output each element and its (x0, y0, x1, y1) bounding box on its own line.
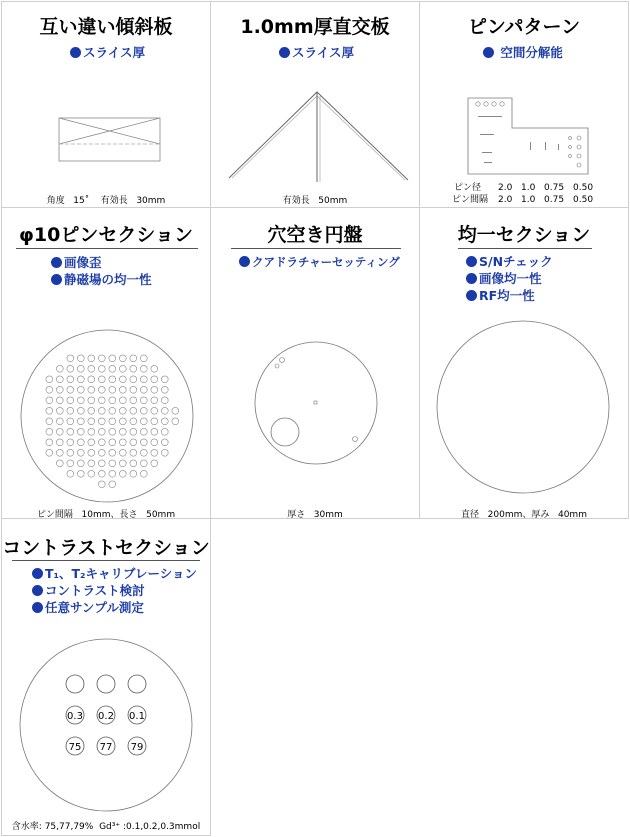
pin-hole (46, 407, 53, 414)
pin-hole (56, 376, 63, 383)
pin-hole (119, 428, 126, 435)
pin-hole (140, 418, 147, 425)
pin-hole (77, 365, 84, 372)
pin-hole (98, 407, 105, 414)
pin-hole (88, 376, 95, 383)
pin-hole (56, 428, 63, 435)
pin-hole (88, 418, 95, 425)
pin-hole (67, 428, 74, 435)
pin-hole (98, 460, 105, 467)
uniform-section-cell (419, 207, 629, 519)
pin-hole (172, 418, 179, 425)
tilted-plates-drawing (2, 2, 211, 208)
pin-diameter-row: ピン径 2.0 1.0 0.75 0.50 (454, 183, 594, 193)
pin10-section-title: φ10ピンセクション (19, 224, 193, 246)
water-label: 77 (99, 742, 113, 753)
pin-hole (46, 439, 53, 446)
pin-hole (130, 439, 137, 446)
pin-hole (77, 460, 84, 467)
pin-hole (151, 449, 158, 456)
pin-hole (98, 355, 105, 362)
bullet-item: T₁、T₂キャリブレーション (32, 565, 197, 582)
pin-hole (119, 397, 126, 404)
pin-hole (109, 418, 116, 425)
pin-hole (98, 376, 105, 383)
pin-hole (109, 470, 116, 477)
pin-hole (109, 397, 116, 404)
pin-hole (130, 449, 137, 456)
bullet-item: S/Nチェック (466, 253, 553, 270)
pin-hole (130, 355, 137, 362)
pin-hole (77, 428, 84, 435)
pin-hole (109, 439, 116, 446)
pin-hole (67, 365, 74, 372)
pin-hole (140, 460, 147, 467)
pin-hole (161, 397, 168, 404)
pin-hole (56, 365, 63, 372)
pin-hole (56, 386, 63, 393)
pin-hole (46, 376, 53, 383)
bullet-item: 画像歪 (51, 254, 152, 271)
orthogonal-plates-title: 1.0mm厚直交板 (240, 16, 390, 38)
holed-disk-caption: 厚さ 30mm (287, 510, 343, 519)
pin-hole (140, 355, 147, 362)
pin-hole (151, 365, 158, 372)
pin-hole (98, 386, 105, 393)
pin-hole (56, 418, 63, 425)
pin-hole (151, 439, 158, 446)
pin-hole (172, 407, 179, 414)
tilted-plates-caption: 角度 15˚ 有効長 30mm (46, 196, 166, 206)
orthogonal-plates-cell (210, 1, 420, 208)
bullet-item: コントラスト検討 (32, 582, 197, 599)
pin-hole (77, 449, 84, 456)
pin-hole (67, 355, 74, 362)
pin-hole (130, 365, 137, 372)
pin-hole (109, 376, 116, 383)
pin-hole (130, 428, 137, 435)
pin-hole (77, 407, 84, 414)
pin-hole (88, 460, 95, 467)
pin-hole (130, 407, 137, 414)
pin-hole (140, 449, 147, 456)
water-label: 79 (130, 742, 144, 753)
pin10-section-drawing (2, 208, 211, 519)
pin-hole (119, 460, 126, 467)
gd-label: 0.1 (129, 711, 145, 722)
pin-hole (77, 386, 84, 393)
pin-hole (161, 449, 168, 456)
pin-hole (46, 386, 53, 393)
pin-pattern-title: ピンパターン (467, 16, 581, 38)
pin-pattern-cell (419, 1, 629, 208)
pin-hole (56, 397, 63, 404)
pin-hole (140, 386, 147, 393)
pin-hole (119, 376, 126, 383)
pin-spacing-row: ピン間隔 2.0 1.0 0.75 0.50 (452, 195, 594, 205)
pin-hole (77, 470, 84, 477)
pin-hole (151, 418, 158, 425)
pin-hole (88, 428, 95, 435)
pin-hole (67, 439, 74, 446)
bullet-item: 画像均一性 (466, 270, 553, 287)
pin-hole (98, 418, 105, 425)
pin-hole (140, 439, 147, 446)
pin-hole (119, 365, 126, 372)
pin-hole (140, 397, 147, 404)
gd-label: 0.3 (67, 711, 83, 722)
pin-hole (56, 439, 63, 446)
contrast-section-title: コントラストセクション (2, 537, 210, 559)
bullet-item: スライス厚 (70, 44, 145, 61)
gd-label: 0.2 (98, 711, 114, 722)
pin-hole (67, 449, 74, 456)
pin-hole (67, 397, 74, 404)
contrast-section-drawing (2, 519, 211, 836)
contrast-section-cell (1, 518, 211, 836)
pin-hole (161, 428, 168, 435)
pin-hole (98, 439, 105, 446)
pin-hole (140, 376, 147, 383)
pin-hole (77, 439, 84, 446)
bullet-item: RF均一性 (466, 287, 553, 304)
pin-pattern-drawing (420, 2, 629, 208)
pin-hole (98, 365, 105, 372)
pin10-section-caption: ピン間隔 10mm、長さ 50mm (36, 510, 176, 519)
pin-hole (88, 355, 95, 362)
pin-hole (151, 407, 158, 414)
pin-hole (140, 470, 147, 477)
pin-hole (140, 365, 147, 372)
pin-hole (161, 407, 168, 414)
pin-hole (77, 376, 84, 383)
pin-hole (98, 428, 105, 435)
pin-hole (46, 418, 53, 425)
pin-hole (119, 355, 126, 362)
pin-hole (109, 481, 116, 488)
orthogonal-plates-drawing (211, 2, 420, 208)
pin-hole (98, 449, 105, 456)
pin-hole (67, 470, 74, 477)
bullet-item: 静磁場の均一性 (51, 271, 152, 288)
bullet-item: クアドラチャーセッティング (239, 254, 400, 271)
pin-hole (88, 365, 95, 372)
pin-hole (130, 460, 137, 467)
pin-hole (46, 397, 53, 404)
pin-hole (88, 386, 95, 393)
pin-hole (109, 460, 116, 467)
uniform-section-title: 均一セクション (457, 224, 591, 246)
pin-hole (88, 407, 95, 414)
pin-hole (151, 428, 158, 435)
pin-hole (67, 460, 74, 467)
pin-hole (109, 407, 116, 414)
uniform-section-drawing (420, 208, 629, 519)
tilted-plates-title: 互い違い傾斜板 (39, 16, 173, 38)
pin-hole (130, 386, 137, 393)
pin10-section-cell (1, 207, 211, 519)
pin-hole (88, 470, 95, 477)
pin-hole (119, 439, 126, 446)
pin-hole (88, 449, 95, 456)
pin-hole (98, 397, 105, 404)
pin-hole (140, 428, 147, 435)
bullet-item: 任意サンプル測定 (32, 599, 197, 616)
pin-hole (109, 355, 116, 362)
pin-hole (130, 376, 137, 383)
water-label: 75 (68, 742, 82, 753)
pin-hole (77, 397, 84, 404)
pin-hole (88, 397, 95, 404)
holed-disk-drawing (211, 208, 420, 519)
tilted-plates-cell (1, 1, 211, 208)
pin-hole (67, 386, 74, 393)
pin-hole (140, 407, 147, 414)
orthogonal-plates-caption: 有効長 50mm (282, 196, 348, 206)
pin-hole (109, 365, 116, 372)
pin-hole (67, 418, 74, 425)
pin-hole (119, 470, 126, 477)
pin-hole (130, 470, 137, 477)
pin-hole (119, 386, 126, 393)
pin-hole (98, 481, 105, 488)
pin-hole (98, 470, 105, 477)
pin-hole (151, 397, 158, 404)
pin-hole (119, 418, 126, 425)
holed-disk-title: 穴空き円盤 (267, 224, 363, 246)
contrast-section-caption: 含水率: 75,77,79% Gd³⁺ :0.1,0.2,0.3mmol (11, 822, 201, 832)
pin-hole (151, 460, 158, 467)
pin-hole (130, 397, 137, 404)
pin-hole (161, 386, 168, 393)
pin-hole (151, 376, 158, 383)
pin-hole (161, 439, 168, 446)
pin-hole (67, 376, 74, 383)
pin-hole (46, 449, 53, 456)
holed-disk-cell (210, 207, 420, 519)
pin-hole (119, 407, 126, 414)
pin-hole (77, 355, 84, 362)
pin-hole (151, 386, 158, 393)
bullet-item: 空間分解能 (483, 44, 563, 61)
pin-hole (161, 376, 168, 383)
pin-hole (56, 407, 63, 414)
pin-hole (119, 449, 126, 456)
pin-hole (56, 449, 63, 456)
pin-hole (77, 418, 84, 425)
bullet-item: スライス厚 (279, 44, 354, 61)
pin-hole (67, 407, 74, 414)
pin-hole (109, 386, 116, 393)
pin-hole (109, 428, 116, 435)
uniform-section-caption: 直径 200mm、厚み 40mm (461, 510, 587, 519)
pin-hole (109, 449, 116, 456)
pin-hole (161, 418, 168, 425)
pin-hole (88, 439, 95, 446)
pin-hole (130, 418, 137, 425)
pin-hole (56, 460, 63, 467)
pin-hole (46, 428, 53, 435)
